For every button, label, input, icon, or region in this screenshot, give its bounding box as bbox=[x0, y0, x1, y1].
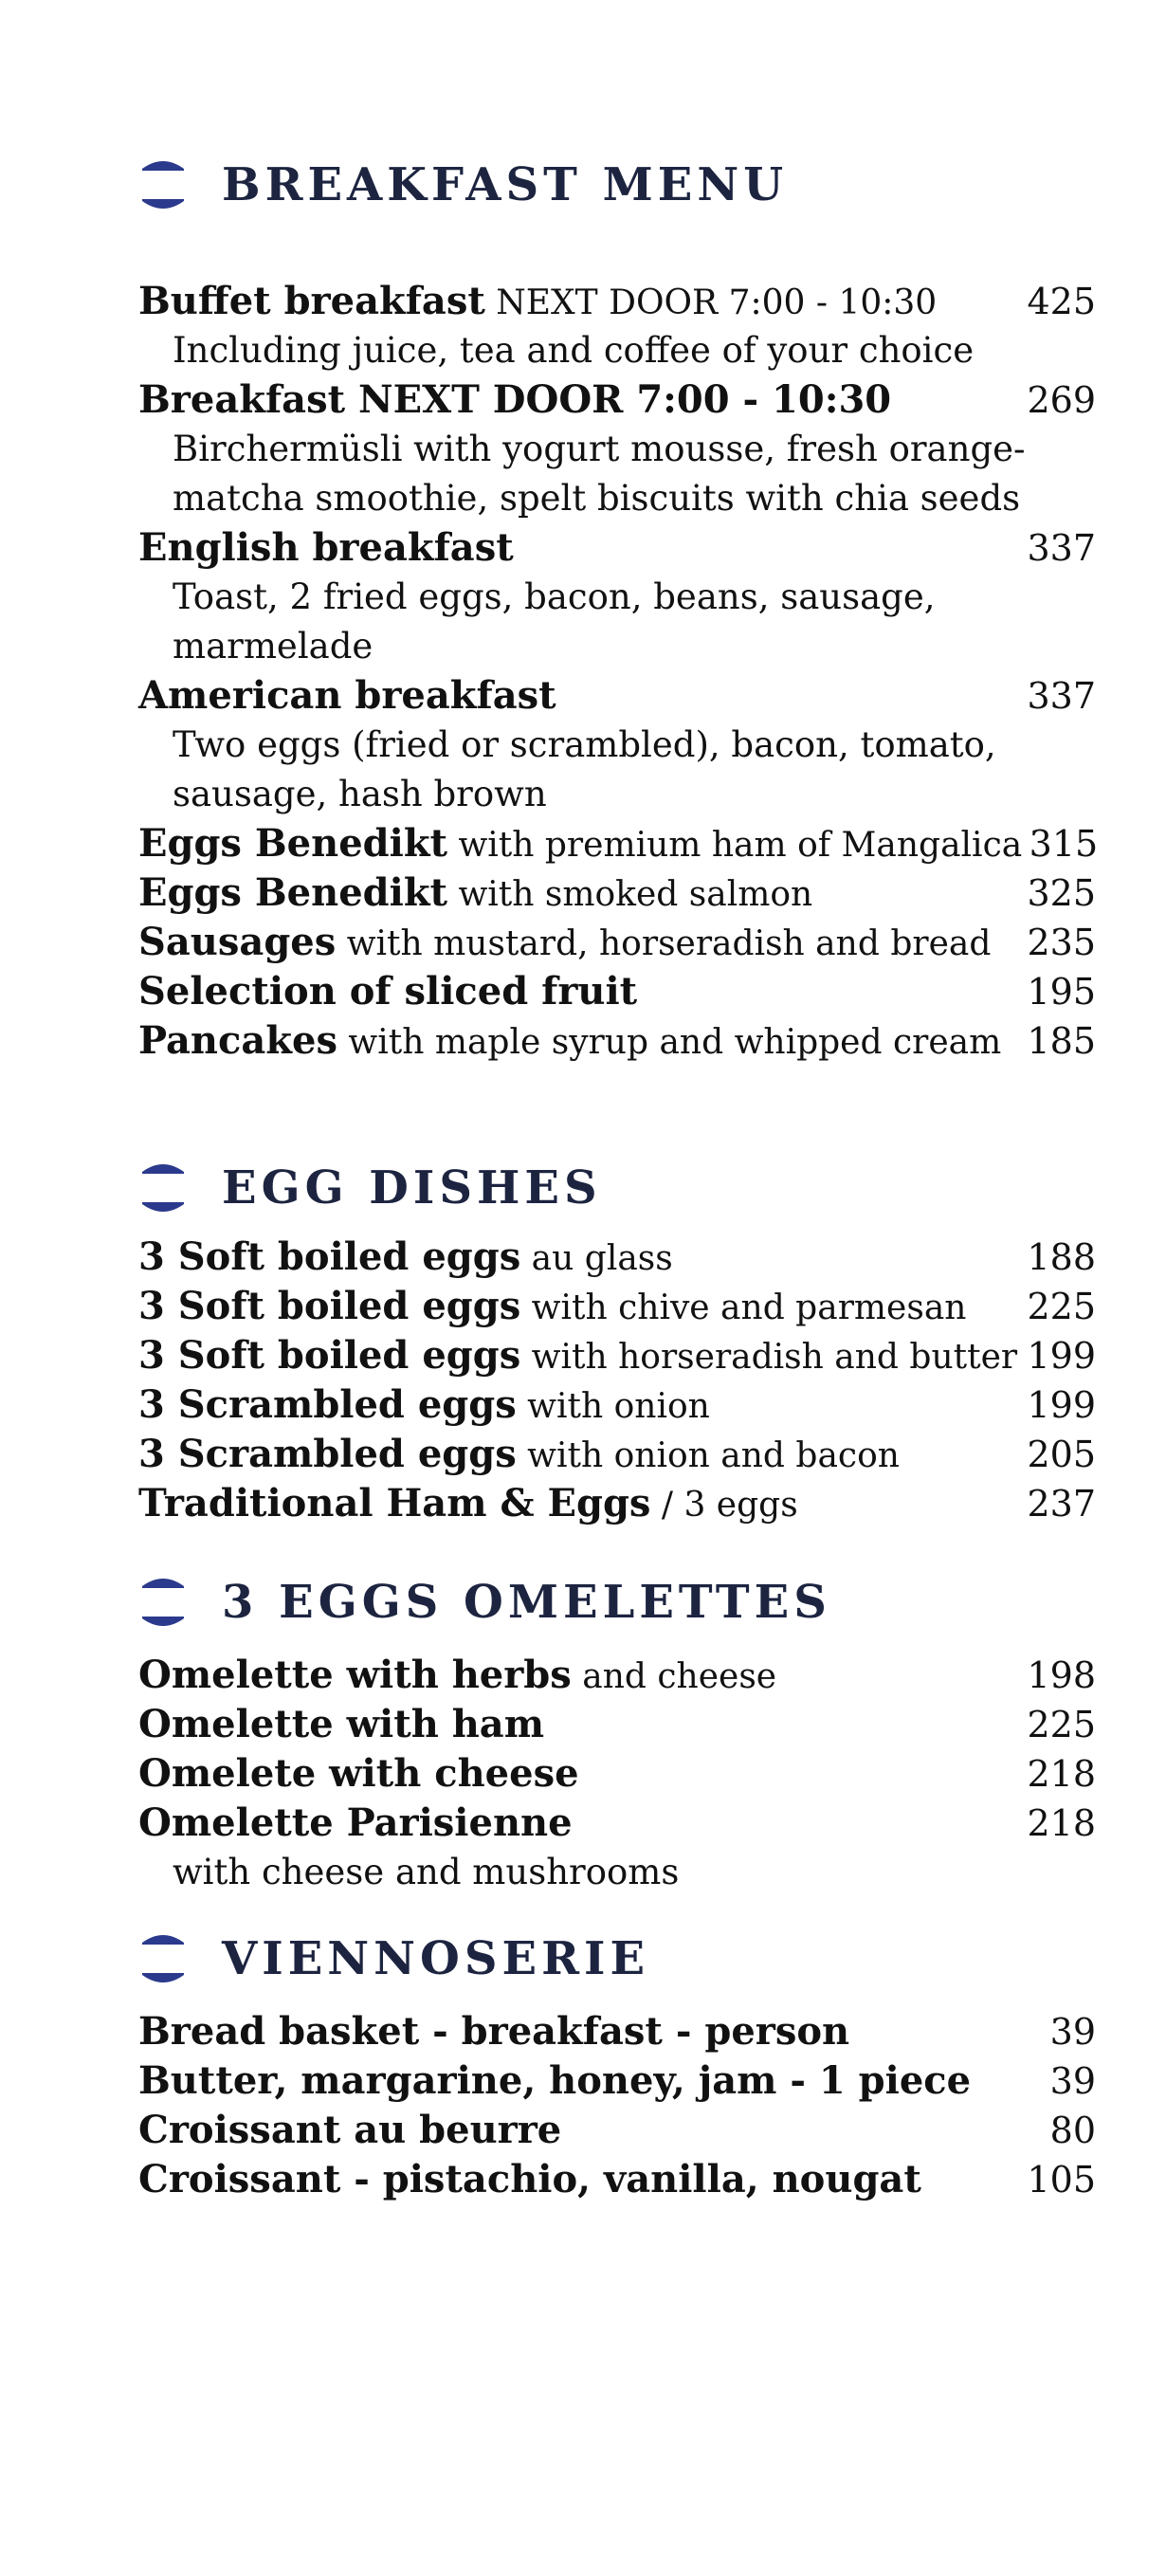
item-name: Pancakes bbox=[138, 1018, 337, 1063]
item-price: 198 bbox=[1027, 1654, 1096, 1696]
item-detail: and cheese bbox=[571, 1657, 777, 1696]
item-name: Traditional Ham & Eggs bbox=[138, 1481, 651, 1526]
section-marker-icon bbox=[138, 1927, 188, 1990]
item-name: 3 Soft boiled eggs bbox=[138, 1234, 521, 1279]
item-detail: with smoked salmon bbox=[447, 875, 813, 914]
section-title: VIENNOSERIE bbox=[222, 1932, 650, 1985]
item-name: Croissant au beurre bbox=[138, 2108, 562, 2152]
item-price: 199 bbox=[1027, 1384, 1096, 1426]
menu-item bbox=[138, 918, 1096, 967]
menu-item bbox=[138, 1430, 1096, 1479]
section-marker-icon bbox=[138, 1157, 188, 1219]
item-name: Omelette Parisienne bbox=[138, 1800, 573, 1845]
item-detail: with horseradish and butter bbox=[520, 1338, 1018, 1377]
item-price: 269 bbox=[1027, 379, 1096, 421]
item-detail: with premium ham of Mangalica bbox=[447, 826, 1023, 865]
item-name: Eggs Benedikt bbox=[138, 870, 448, 915]
menu-item bbox=[138, 967, 1096, 1016]
item-price: 225 bbox=[1027, 1704, 1096, 1745]
section-title: 3 EGGS OMELETTES bbox=[222, 1576, 831, 1629]
section-omelettes bbox=[138, 1569, 1096, 1897]
item-price: 315 bbox=[1029, 823, 1099, 865]
section-title: BREAKFAST MENU bbox=[222, 158, 789, 211]
item-price: 39 bbox=[1049, 2011, 1096, 2053]
section-header bbox=[138, 1926, 1096, 1992]
item-name: Omelette with herbs bbox=[138, 1653, 572, 1697]
item-price: 199 bbox=[1027, 1335, 1096, 1377]
item-name: 3 Scrambled eggs bbox=[138, 1432, 517, 1476]
item-price: 425 bbox=[1027, 281, 1096, 322]
section-marker-icon bbox=[138, 1571, 188, 1634]
item-description: Including juice, tea and coffee of your choice bbox=[173, 330, 975, 371]
menu-item bbox=[138, 1749, 1096, 1799]
section-breakfast-menu bbox=[138, 152, 1099, 1066]
item-name: 3 Soft boiled eggs bbox=[138, 1284, 521, 1328]
item-list bbox=[138, 2007, 1096, 2204]
item-detail: NEXT DOOR 7:00 - 10:30 bbox=[484, 283, 938, 322]
item-price: 337 bbox=[1027, 527, 1096, 569]
item-price: 80 bbox=[1049, 2110, 1096, 2151]
menu-item bbox=[138, 2056, 1096, 2106]
item-description: Birchermüsli with yogurt mousse, fresh orange- bbox=[173, 429, 1026, 469]
item-price: 225 bbox=[1027, 1286, 1096, 1327]
item-price: 325 bbox=[1027, 872, 1096, 914]
section-header bbox=[138, 152, 1096, 218]
section-header bbox=[138, 1569, 1096, 1635]
menu-item bbox=[138, 2007, 1096, 2056]
menu-item bbox=[138, 1799, 1096, 1897]
item-price: 205 bbox=[1027, 1434, 1096, 1475]
menu-item bbox=[138, 1282, 1096, 1331]
menu-item bbox=[138, 2106, 1096, 2155]
item-name: Sausages bbox=[138, 920, 337, 964]
menu-item bbox=[138, 868, 1096, 918]
item-list bbox=[138, 1651, 1096, 1897]
item-price: 235 bbox=[1027, 922, 1096, 963]
menu-item bbox=[138, 1700, 1096, 1749]
section-egg-dishes bbox=[138, 1155, 1096, 1528]
item-name: 3 Soft boiled eggs bbox=[138, 1333, 521, 1378]
item-name: Butter, margarine, honey, jam - 1 piece bbox=[138, 2058, 972, 2103]
item-name: Omelette with ham bbox=[138, 1702, 545, 1746]
item-name: Eggs Benedikt bbox=[138, 821, 448, 866]
menu-item bbox=[138, 523, 1096, 671]
menu-item bbox=[138, 2155, 1096, 2204]
item-detail: au glass bbox=[520, 1239, 673, 1278]
item-name: English breakfast bbox=[138, 525, 514, 570]
menu-item bbox=[138, 277, 1096, 375]
item-name: Omelete with cheese bbox=[138, 1751, 579, 1796]
menu-item bbox=[138, 1016, 1096, 1066]
item-description: marmelade bbox=[173, 626, 373, 667]
menu-item bbox=[138, 671, 1096, 819]
item-price: 195 bbox=[1027, 971, 1096, 1013]
item-detail: with chive and parmesan bbox=[520, 1288, 967, 1327]
menu-item bbox=[138, 1651, 1096, 1700]
menu-item bbox=[138, 375, 1096, 523]
item-detail: with mustard, horseradish and bread bbox=[336, 924, 992, 963]
item-list bbox=[138, 277, 1099, 1066]
item-price: 218 bbox=[1027, 1802, 1096, 1844]
item-price: 337 bbox=[1027, 675, 1096, 717]
item-description: Two eggs (fried or scrambled), bacon, tomato, bbox=[173, 724, 996, 765]
section-viennoserie bbox=[138, 1926, 1096, 2204]
item-detail: with onion bbox=[516, 1387, 710, 1426]
section-marker-icon bbox=[138, 154, 188, 216]
item-price: 105 bbox=[1027, 2159, 1096, 2201]
item-name: Croissant - pistachio, vanilla, nougat bbox=[138, 2157, 921, 2201]
item-detail: / 3 eggs bbox=[650, 1486, 798, 1525]
item-price: 237 bbox=[1027, 1483, 1096, 1525]
item-name: Buffet breakfast bbox=[138, 279, 485, 323]
item-list bbox=[138, 1233, 1096, 1528]
menu-item bbox=[138, 1331, 1096, 1380]
item-name: Bread basket - breakfast - person bbox=[138, 2009, 850, 2054]
item-price: 185 bbox=[1027, 1020, 1096, 1062]
item-description: with cheese and mushrooms bbox=[173, 1852, 680, 1892]
item-name: Selection of sliced fruit bbox=[138, 969, 638, 1014]
item-detail: with onion and bacon bbox=[516, 1436, 900, 1475]
item-name: Breakfast NEXT DOOR 7:00 - 10:30 bbox=[138, 377, 892, 422]
item-name: American breakfast bbox=[138, 673, 556, 718]
menu-item bbox=[138, 1380, 1096, 1430]
item-price: 218 bbox=[1027, 1753, 1096, 1795]
item-price: 39 bbox=[1049, 2060, 1096, 2102]
section-header bbox=[138, 1155, 1096, 1221]
item-description: matcha smoothie, spelt biscuits with chia seeds bbox=[173, 478, 1021, 519]
item-name: 3 Scrambled eggs bbox=[138, 1382, 517, 1427]
menu-item bbox=[138, 1233, 1096, 1282]
section-title: EGG DISHES bbox=[222, 1161, 602, 1215]
menu-item bbox=[138, 819, 1099, 868]
item-description: Toast, 2 fried eggs, bacon, beans, sausage, bbox=[173, 576, 936, 617]
item-price: 188 bbox=[1027, 1236, 1096, 1278]
menu-item bbox=[138, 1479, 1096, 1528]
item-detail: with maple syrup and whipped cream bbox=[337, 1023, 1002, 1062]
item-description: sausage, hash brown bbox=[173, 774, 547, 814]
